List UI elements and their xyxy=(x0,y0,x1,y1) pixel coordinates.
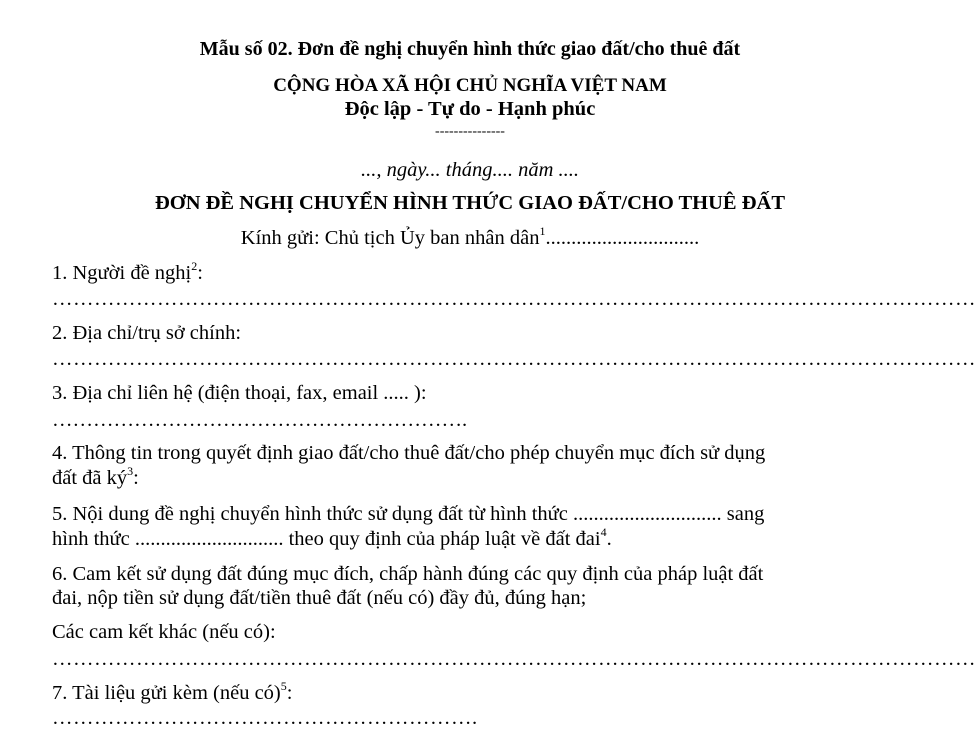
blank-line-1: …………………………………………………………………………………………………………………… xyxy=(52,288,976,310)
item-1: 1. Người đề nghị$^2$: xyxy=(52,259,203,284)
other-commitments: Các cam kết khác (nếu có): xyxy=(52,621,276,643)
item-3: 3. Địa chỉ liên hệ (điện thoại, fax, email ..... ): xyxy=(52,382,427,404)
recipient-text: Kính gửi: Chủ tịch Ủy ban nhân dân xyxy=(240,227,540,249)
footnote-ref: 1 xyxy=(539,224,546,239)
recipient-blank: .............................. xyxy=(545,227,700,249)
item-5-line-2: hình thức ............................. theo quy định của pháp luật về đất đai$^4$. xyxy=(52,525,612,550)
item-7: 7. Tài liệu gửi kèm (nếu có)$^5$: xyxy=(52,679,293,704)
item-6-line-1: 6. Cam kết sử dụng đất đúng mục đích, chấp hành đúng các quy định của pháp luật đất xyxy=(52,563,764,585)
blank-line-7: ……………………………………………………. xyxy=(52,707,478,729)
item-5-line-1: 5. Nội dung đề nghị chuyển hình thức sử dụng đất từ hình thức ............................. sang xyxy=(52,503,765,525)
date-line: ..., ngày... tháng.... năm .... xyxy=(360,159,580,181)
recipient-line xyxy=(0,226,940,250)
form-title: Mẫu số 02. Đơn đề nghị chuyển hình thức giao đất/cho thuê đất xyxy=(199,38,741,60)
blank-line-3: ……………………………………………………. xyxy=(52,409,468,431)
item-6-line-2: đai, nộp tiền sử dụng đất/tiền thuê đất (nếu có) đầy đủ, đúng hạn; xyxy=(52,587,587,609)
item-4-line-1: 4. Thông tin trong quyết định giao đất/cho thuê đất/cho phép chuyển mục đích sử dụng xyxy=(52,442,766,464)
item-4-line-2: đất đã $ký^3$: xyxy=(52,464,139,489)
blank-line-other: …………………………………………………………………………………………………………………… xyxy=(52,648,976,670)
separator: --------------- xyxy=(435,124,505,139)
national-name: CỘNG HÒA XÃ HỘI CHỦ NGHĨA VIỆT NAM xyxy=(273,75,667,96)
item-2: 2. Địa chỉ/trụ sở chính: xyxy=(52,322,242,344)
blank-line-2: …………………………………………………………………………………………………………………… xyxy=(52,348,976,370)
document-heading: ĐƠN ĐỀ NGHỊ CHUYỂN HÌNH THỨC GIAO ĐẤT/CHO THUÊ ĐẤT xyxy=(154,192,786,214)
motto: Độc lập - Tự do - Hạnh phúc xyxy=(344,98,596,120)
